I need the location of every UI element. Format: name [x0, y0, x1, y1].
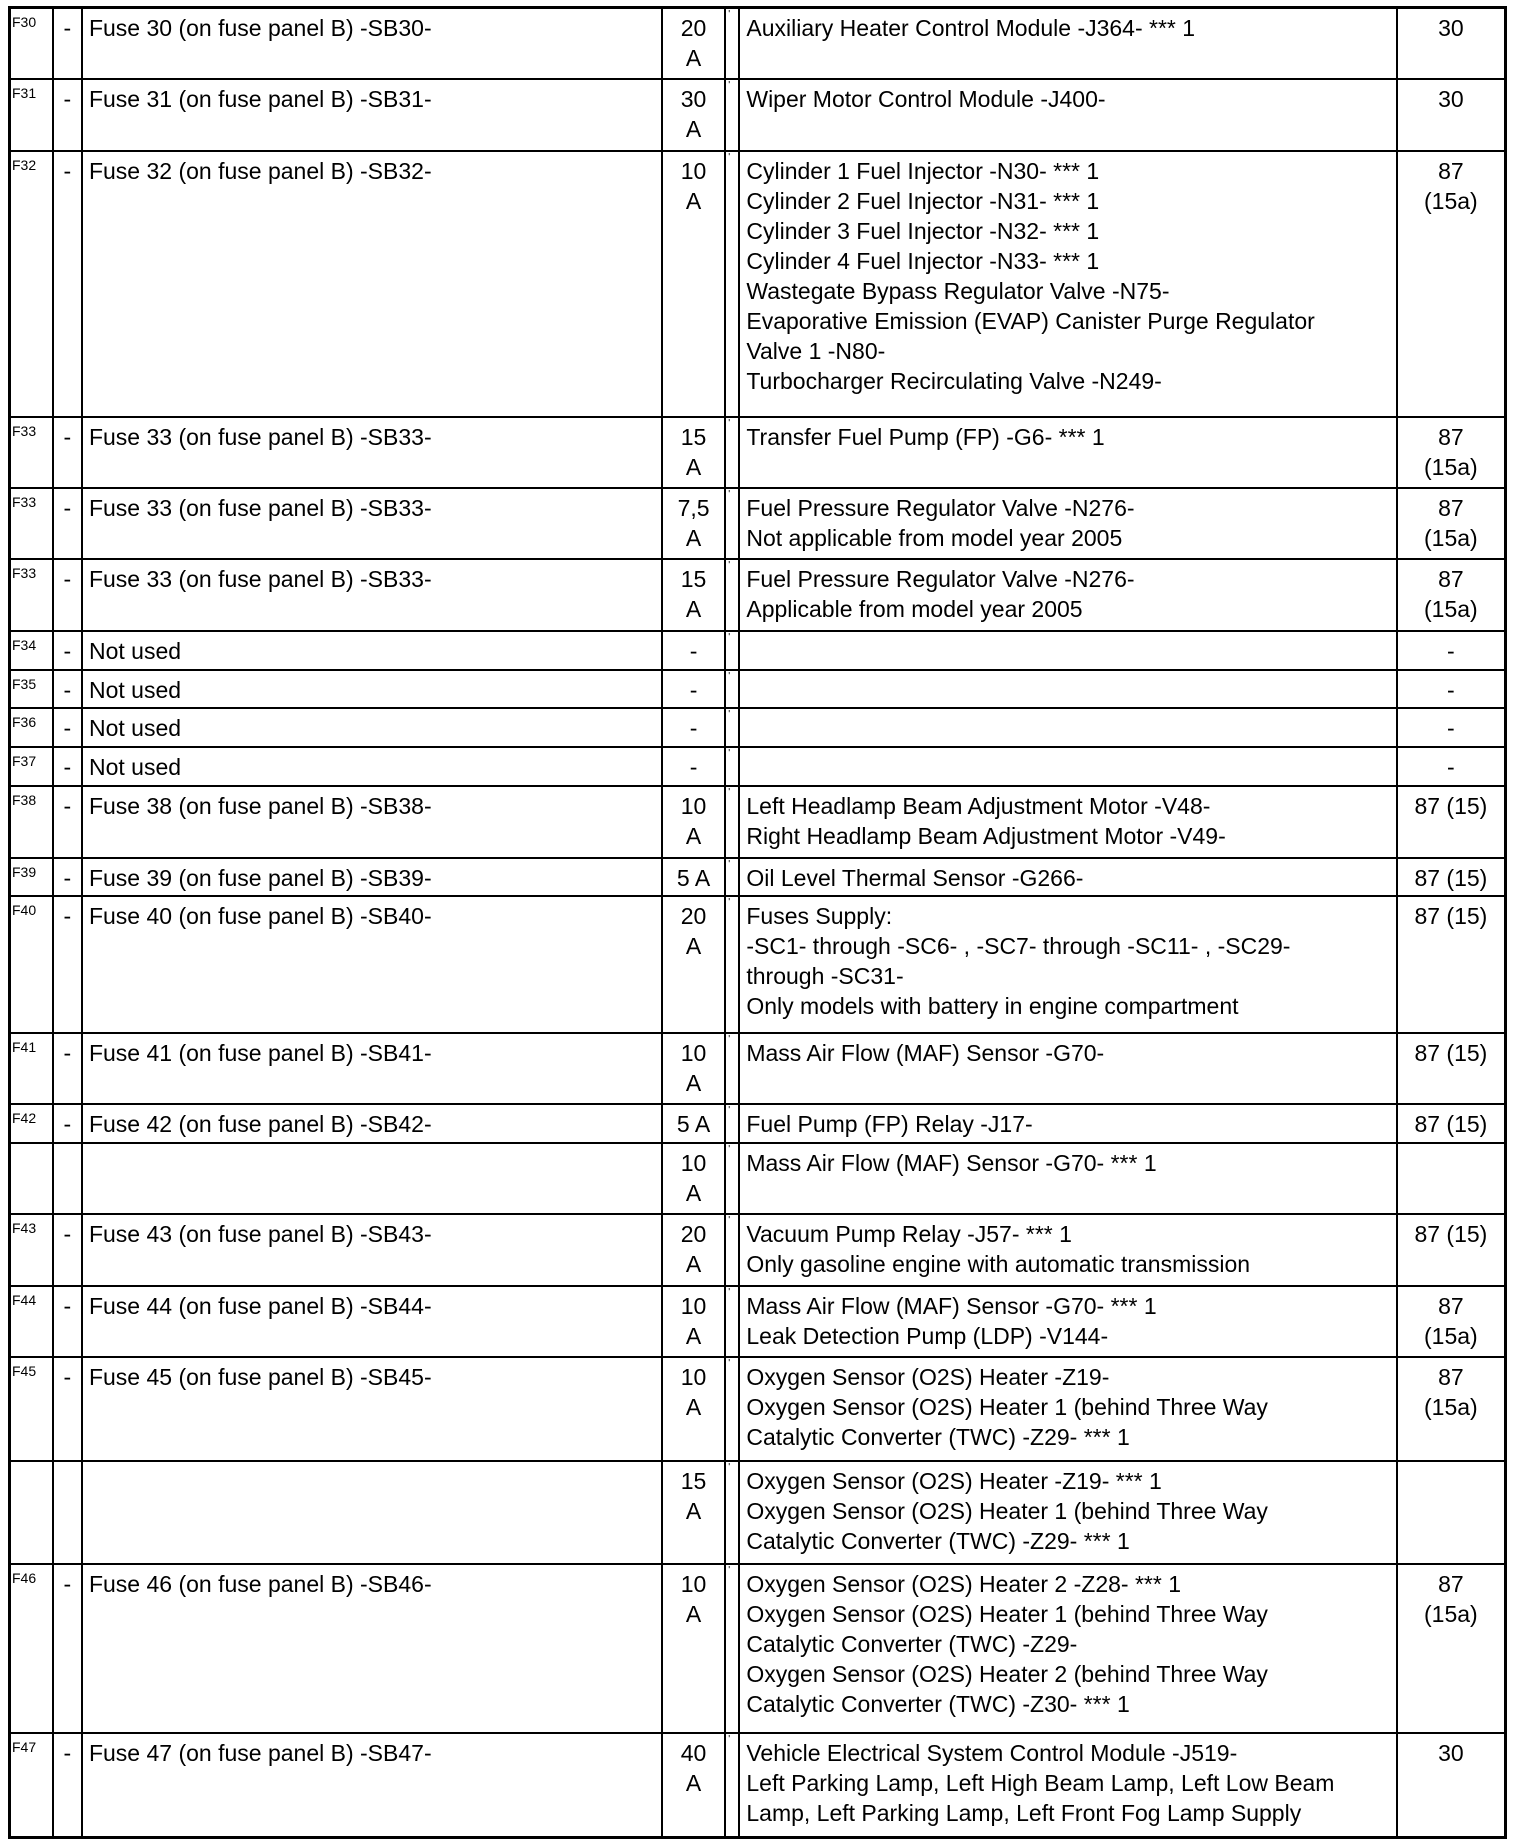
fuse-description-cell: Fuse 41 (on fuse panel B) -SB41-	[82, 1033, 662, 1104]
components-line: Oxygen Sensor (O2S) Heater 2 -Z28- *** 1	[746, 1571, 1181, 1598]
components-line: Lamp, Left Parking Lamp, Left Front Fog Lamp Supply	[746, 1800, 1302, 1826]
table-row	[10, 8, 1506, 80]
table-row	[10, 1286, 1506, 1357]
terminal-line: 87	[1438, 566, 1464, 593]
fuse-description-cell: Fuse 33 (on fuse panel B) -SB33-	[82, 417, 662, 488]
fuse-description-cell: Fuse 44 (on fuse panel B) -SB44-	[82, 1286, 662, 1357]
dash-marker-cell: -	[53, 1214, 82, 1285]
dash-marker-cell: -	[53, 1033, 82, 1104]
fuse-description-cell: Not used	[82, 747, 662, 786]
amperage-cell	[662, 79, 725, 150]
components-line: Turbocharger Recirculating Valve -N249-	[746, 367, 1162, 394]
terminal-line: 87	[1438, 423, 1464, 450]
table-row	[10, 559, 1506, 630]
amperage-line: 5 A	[676, 864, 711, 891]
fuse-id-cell: F47	[10, 1733, 53, 1838]
terminal-line: 87 (15)	[1414, 864, 1488, 891]
components-cell	[739, 786, 1396, 857]
amperage-line: 10	[680, 1363, 707, 1390]
components-cell	[739, 858, 1396, 897]
components-line: Not applicable from model year 2005	[746, 524, 1123, 551]
components-line: Mass Air Flow (MAF) Sensor -G70- *** 1	[746, 1292, 1157, 1319]
amperage-line: 15	[680, 1467, 707, 1494]
fuse-id-cell	[10, 1143, 53, 1214]
fuse-description-cell: Fuse 33 (on fuse panel B) -SB33-	[82, 559, 662, 630]
dash-marker-cell: -	[53, 79, 82, 150]
tick-mark-cell: '	[725, 1733, 739, 1838]
components-cell	[739, 1733, 1396, 1838]
components-line: Wiper Motor Control Module -J400-	[746, 86, 1106, 113]
fuse-description-cell: Not used	[82, 670, 662, 709]
amperage-cell	[662, 747, 725, 786]
components-cell	[739, 417, 1396, 488]
amperage-line: 15	[680, 423, 707, 450]
fuse-id-cell: F38	[10, 786, 53, 857]
components-line: Catalytic Converter (TWC) -Z30- *** 1	[746, 1691, 1130, 1718]
fuse-description-cell: Fuse 38 (on fuse panel B) -SB38-	[82, 786, 662, 857]
table-row	[10, 1733, 1506, 1838]
amperage-line: 20	[680, 15, 707, 41]
table-row	[10, 79, 1506, 150]
tick-mark-cell: '	[725, 1461, 739, 1565]
dash-marker-cell: -	[53, 1357, 82, 1461]
table-row	[10, 1214, 1506, 1285]
terminal-line: (15a)	[1424, 524, 1478, 551]
amperage-line: A	[685, 1069, 702, 1096]
fuse-id-cell: F44	[10, 1286, 53, 1357]
amperage-cell	[662, 1286, 725, 1357]
dash-marker-cell: -	[53, 488, 82, 559]
tick-mark-cell: '	[725, 151, 739, 417]
table-row	[10, 1564, 1506, 1733]
terminal-line: 87 (15)	[1414, 1039, 1488, 1066]
dash-marker-cell: -	[53, 670, 82, 709]
tick-mark-cell: '	[725, 8, 739, 80]
tick-mark-cell: '	[725, 79, 739, 150]
amperage-line: -	[689, 676, 698, 703]
terminal-line: 30	[1438, 15, 1464, 41]
terminal-line: 87 (15)	[1414, 793, 1488, 820]
amperage-line: A	[685, 1393, 702, 1420]
terminal-line: 30	[1438, 86, 1464, 113]
amperage-cell	[662, 1214, 725, 1285]
table-row	[10, 670, 1506, 709]
components-line: through -SC31-	[746, 963, 904, 990]
terminal-cell	[1397, 559, 1506, 630]
components-line: Fuel Pressure Regulator Valve -N276-	[746, 494, 1135, 521]
terminal-line: -	[1447, 754, 1455, 781]
components-line: Cylinder 3 Fuel Injector -N32- *** 1	[746, 217, 1100, 244]
tick-mark-cell: '	[725, 1286, 739, 1357]
fuse-id-cell: F43	[10, 1214, 53, 1285]
amperage-line: A	[685, 187, 702, 214]
fuse-description-cell: Fuse 31 (on fuse panel B) -SB31-	[82, 79, 662, 150]
dash-marker-cell: -	[53, 747, 82, 786]
dash-marker-cell	[53, 1143, 82, 1214]
fuse-id-cell	[10, 1461, 53, 1565]
amperage-line: 20	[680, 1221, 707, 1248]
fuse-table-body	[10, 8, 1506, 1838]
fuse-description-cell: Fuse 42 (on fuse panel B) -SB42-	[82, 1104, 662, 1143]
fuse-description-cell: Fuse 32 (on fuse panel B) -SB32-	[82, 151, 662, 417]
amperage-cell	[662, 1033, 725, 1104]
components-line: -SC1- through -SC6- , -SC7- through -SC11- , -SC29-	[746, 933, 1291, 960]
terminal-cell	[1397, 747, 1506, 786]
fuse-id-cell: F35	[10, 670, 53, 709]
amperage-line: 10	[680, 1039, 707, 1066]
amperage-line: A	[685, 116, 702, 143]
fuse-id-cell: F36	[10, 708, 53, 747]
dash-marker-cell: -	[53, 1286, 82, 1357]
components-line: Transfer Fuel Pump (FP) -G6- *** 1	[746, 423, 1105, 450]
amperage-line: A	[685, 823, 702, 850]
amperage-line: 20	[680, 903, 707, 930]
components-line: Left Parking Lamp, Left High Beam Lamp, Left Low Beam	[746, 1770, 1335, 1796]
dash-marker-cell: -	[53, 559, 82, 630]
components-line: Mass Air Flow (MAF) Sensor -G70-	[746, 1039, 1105, 1066]
components-cell	[739, 708, 1396, 747]
components-cell	[739, 747, 1396, 786]
terminal-line: (15a)	[1424, 596, 1478, 623]
terminal-line: 87	[1438, 1363, 1464, 1390]
components-line: Oxygen Sensor (O2S) Heater 1 (behind Three Way	[746, 1601, 1268, 1628]
tick-mark-cell: '	[725, 1357, 739, 1461]
dash-marker-cell	[53, 1461, 82, 1565]
amperage-line: 5 A	[676, 1110, 711, 1137]
components-cell	[739, 8, 1396, 80]
amperage-line: A	[685, 1601, 702, 1628]
tick-mark-cell: '	[725, 1033, 739, 1104]
dash-marker-cell: -	[53, 1564, 82, 1733]
amperage-cell	[662, 1564, 725, 1733]
amperage-cell	[662, 1104, 725, 1143]
terminal-cell	[1397, 670, 1506, 709]
table-row	[10, 488, 1506, 559]
components-line: Oxygen Sensor (O2S) Heater 2 (behind Three Way	[746, 1661, 1268, 1688]
fuse-description-cell	[82, 1143, 662, 1214]
amperage-cell	[662, 1143, 725, 1214]
fuse-description-cell: Fuse 45 (on fuse panel B) -SB45-	[82, 1357, 662, 1461]
dash-marker-cell: -	[53, 858, 82, 897]
components-line: Cylinder 4 Fuel Injector -N33- *** 1	[746, 247, 1100, 274]
tick-mark-cell: '	[725, 1564, 739, 1733]
amperage-cell	[662, 708, 725, 747]
amperage-line: A	[685, 1497, 702, 1524]
table-row	[10, 1357, 1506, 1461]
components-line: Oxygen Sensor (O2S) Heater -Z19-	[746, 1363, 1110, 1390]
amperage-cell	[662, 8, 725, 80]
components-line: Oil Level Thermal Sensor -G266-	[746, 864, 1084, 891]
fuse-description-cell: Fuse 39 (on fuse panel B) -SB39-	[82, 858, 662, 897]
table-row	[10, 1461, 1506, 1565]
amperage-line: 7,5	[677, 494, 710, 521]
amperage-line: 15	[680, 566, 707, 593]
amperage-cell	[662, 1461, 725, 1565]
tick-mark-cell: '	[725, 631, 739, 670]
tick-mark-cell: '	[725, 708, 739, 747]
fuse-id-cell: F31	[10, 79, 53, 150]
amperage-cell	[662, 631, 725, 670]
components-line: Right Headlamp Beam Adjustment Motor -V49-	[746, 823, 1226, 850]
amperage-cell	[662, 1733, 725, 1838]
amperage-cell	[662, 670, 725, 709]
components-line: Mass Air Flow (MAF) Sensor -G70- *** 1	[746, 1149, 1157, 1176]
components-cell	[739, 896, 1396, 1032]
amperage-line: -	[689, 715, 698, 742]
fuse-description-cell	[82, 1461, 662, 1565]
components-line: Vacuum Pump Relay -J57- *** 1	[746, 1221, 1072, 1248]
dash-marker-cell: -	[53, 1733, 82, 1838]
amperage-line: A	[685, 453, 702, 480]
terminal-cell	[1397, 1357, 1506, 1461]
amperage-line: A	[685, 1770, 702, 1796]
amperage-cell	[662, 896, 725, 1032]
amperage-line: -	[689, 637, 698, 664]
dash-marker-cell: -	[53, 896, 82, 1032]
terminal-line: -	[1447, 676, 1455, 703]
terminal-line: 87	[1438, 157, 1464, 184]
terminal-line: 87	[1438, 494, 1464, 521]
fuse-description-cell: Fuse 40 (on fuse panel B) -SB40-	[82, 896, 662, 1032]
components-line: Auxiliary Heater Control Module -J364- *** 1	[746, 15, 1196, 41]
fuse-table	[8, 6, 1507, 1839]
terminal-line: -	[1447, 637, 1455, 664]
terminal-cell	[1397, 1564, 1506, 1733]
terminal-cell	[1397, 151, 1506, 417]
components-line: Only gasoline engine with automatic transmission	[746, 1251, 1251, 1278]
table-row	[10, 896, 1506, 1032]
fuse-description-cell: Not used	[82, 631, 662, 670]
fuse-description-cell: Fuse 33 (on fuse panel B) -SB33-	[82, 488, 662, 559]
tick-mark-cell: '	[725, 670, 739, 709]
terminal-cell	[1397, 1286, 1506, 1357]
components-line: Vehicle Electrical System Control Module -J519-	[746, 1740, 1238, 1766]
components-line: Applicable from model year 2005	[746, 596, 1083, 623]
dash-marker-cell: -	[53, 1104, 82, 1143]
components-line: Fuses Supply:	[746, 903, 893, 930]
components-line: Valve 1 -N80-	[746, 337, 886, 364]
table-row	[10, 786, 1506, 857]
terminal-line: 87	[1438, 1292, 1464, 1319]
components-line: Cylinder 1 Fuel Injector -N30- *** 1	[746, 157, 1100, 184]
amperage-cell	[662, 786, 725, 857]
terminal-line: (15a)	[1424, 1322, 1478, 1349]
tick-mark-cell: '	[725, 786, 739, 857]
fuse-id-cell: F32	[10, 151, 53, 417]
dash-marker-cell: -	[53, 631, 82, 670]
tick-mark-cell: '	[725, 1104, 739, 1143]
table-row	[10, 747, 1506, 786]
terminal-cell	[1397, 708, 1506, 747]
components-line: Catalytic Converter (TWC) -Z29-	[746, 1631, 1078, 1658]
terminal-cell	[1397, 488, 1506, 559]
terminal-cell	[1397, 786, 1506, 857]
fuse-description-cell: Fuse 47 (on fuse panel B) -SB47-	[82, 1733, 662, 1838]
terminal-line: (15a)	[1424, 1601, 1478, 1628]
components-cell	[739, 559, 1396, 630]
terminal-cell	[1397, 1733, 1506, 1838]
fuse-id-cell: F45	[10, 1357, 53, 1461]
terminal-cell	[1397, 1033, 1506, 1104]
fuse-description-cell: Fuse 30 (on fuse panel B) -SB30-	[82, 8, 662, 80]
amperage-line: 10	[680, 157, 707, 184]
amperage-line: 30	[680, 86, 707, 113]
tick-mark-cell: '	[725, 858, 739, 897]
components-cell	[739, 1461, 1396, 1565]
table-row	[10, 708, 1506, 747]
dash-marker-cell: -	[53, 8, 82, 80]
amperage-line: A	[685, 1322, 702, 1349]
amperage-cell	[662, 858, 725, 897]
components-line: Cylinder 2 Fuel Injector -N31- *** 1	[746, 187, 1100, 214]
components-cell	[739, 631, 1396, 670]
components-line: Wastegate Bypass Regulator Valve -N75-	[746, 277, 1170, 304]
amperage-line: A	[685, 596, 702, 623]
amperage-line: 10	[680, 1571, 707, 1598]
components-line: Fuel Pressure Regulator Valve -N276-	[746, 566, 1135, 593]
terminal-line: 87	[1438, 1571, 1464, 1598]
fuse-id-cell: F40	[10, 896, 53, 1032]
amperage-line: 10	[680, 793, 707, 820]
amperage-line: A	[685, 45, 702, 71]
fuse-description-cell: Fuse 46 (on fuse panel B) -SB46-	[82, 1564, 662, 1733]
dash-marker-cell: -	[53, 151, 82, 417]
terminal-line: 87 (15)	[1414, 903, 1488, 930]
dash-marker-cell: -	[53, 417, 82, 488]
components-line: Oxygen Sensor (O2S) Heater -Z19- *** 1	[746, 1467, 1162, 1494]
tick-mark-cell: '	[725, 1214, 739, 1285]
tick-mark-cell: '	[725, 747, 739, 786]
fuse-description-cell: Not used	[82, 708, 662, 747]
fuse-id-cell: F33	[10, 417, 53, 488]
terminal-line: (15a)	[1424, 1393, 1478, 1420]
amperage-cell	[662, 1357, 725, 1461]
components-line: Left Headlamp Beam Adjustment Motor -V48-	[746, 793, 1211, 820]
components-cell	[739, 488, 1396, 559]
components-cell	[739, 1357, 1396, 1461]
terminal-cell	[1397, 79, 1506, 150]
terminal-cell	[1397, 1143, 1506, 1214]
fuse-id-cell: F30	[10, 8, 53, 80]
components-cell	[739, 151, 1396, 417]
amperage-cell	[662, 151, 725, 417]
terminal-cell	[1397, 896, 1506, 1032]
table-row	[10, 151, 1506, 417]
components-line: Oxygen Sensor (O2S) Heater 1 (behind Three Way	[746, 1393, 1268, 1420]
terminal-cell	[1397, 1461, 1506, 1565]
tick-mark-cell: '	[725, 417, 739, 488]
components-line: Evaporative Emission (EVAP) Canister Purge Regulator	[746, 307, 1315, 334]
amperage-line: 10	[680, 1292, 707, 1319]
components-cell	[739, 1143, 1396, 1214]
amperage-cell	[662, 559, 725, 630]
components-line: Oxygen Sensor (O2S) Heater 1 (behind Three Way	[746, 1497, 1268, 1524]
tick-mark-cell: '	[725, 559, 739, 630]
table-row	[10, 417, 1506, 488]
components-line: Catalytic Converter (TWC) -Z29- *** 1	[746, 1527, 1130, 1554]
fuse-id-cell: F34	[10, 631, 53, 670]
terminal-line: (15a)	[1424, 187, 1478, 214]
amperage-line: 10	[680, 1149, 707, 1176]
amperage-line: A	[685, 524, 702, 551]
fuse-id-cell: F33	[10, 488, 53, 559]
table-row	[10, 1033, 1506, 1104]
terminal-cell	[1397, 858, 1506, 897]
components-line: Fuel Pump (FP) Relay -J17-	[746, 1110, 1033, 1137]
terminal-cell	[1397, 417, 1506, 488]
dash-marker-cell: -	[53, 786, 82, 857]
fuse-id-cell: F46	[10, 1564, 53, 1733]
amperage-line: A	[685, 1251, 702, 1278]
fuse-id-cell: F37	[10, 747, 53, 786]
components-cell	[739, 1564, 1396, 1733]
amperage-line: -	[689, 754, 698, 781]
components-line: Only models with battery in engine compartment	[746, 993, 1239, 1020]
tick-mark-cell: '	[725, 896, 739, 1032]
amperage-cell	[662, 417, 725, 488]
terminal-line: 30	[1438, 1740, 1464, 1766]
terminal-line: 87 (15)	[1414, 1110, 1488, 1137]
components-line: Leak Detection Pump (LDP) -V144-	[746, 1322, 1109, 1349]
fuse-description-cell: Fuse 43 (on fuse panel B) -SB43-	[82, 1214, 662, 1285]
terminal-line: 87 (15)	[1414, 1221, 1488, 1248]
components-cell	[739, 1214, 1396, 1285]
fuse-id-cell: F41	[10, 1033, 53, 1104]
terminal-line: -	[1447, 715, 1455, 742]
fuse-id-cell: F33	[10, 559, 53, 630]
components-cell	[739, 1104, 1396, 1143]
table-row	[10, 631, 1506, 670]
terminal-cell	[1397, 8, 1506, 80]
amperage-cell	[662, 488, 725, 559]
amperage-line: 40	[680, 1740, 707, 1766]
amperage-line: A	[685, 933, 702, 960]
terminal-cell	[1397, 1104, 1506, 1143]
table-row	[10, 858, 1506, 897]
fuse-id-cell: F42	[10, 1104, 53, 1143]
terminal-cell	[1397, 631, 1506, 670]
components-line: Catalytic Converter (TWC) -Z29- *** 1	[746, 1423, 1130, 1450]
table-row	[10, 1104, 1506, 1143]
fuse-id-cell: F39	[10, 858, 53, 897]
components-cell	[739, 1286, 1396, 1357]
components-cell	[739, 79, 1396, 150]
amperage-line: A	[685, 1179, 702, 1206]
tick-mark-cell: '	[725, 488, 739, 559]
terminal-line: (15a)	[1424, 453, 1478, 480]
table-row	[10, 1143, 1506, 1214]
dash-marker-cell: -	[53, 708, 82, 747]
components-cell	[739, 1033, 1396, 1104]
components-cell	[739, 670, 1396, 709]
tick-mark-cell: '	[725, 1143, 739, 1214]
terminal-cell	[1397, 1214, 1506, 1285]
